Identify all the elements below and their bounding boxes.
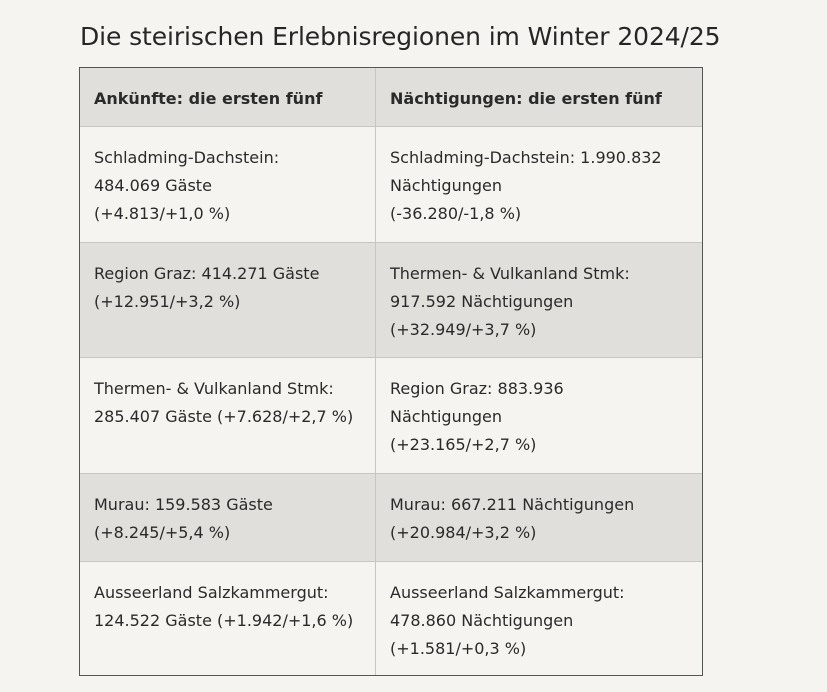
cell-line: Ausseerland Salzkammergut:: [390, 583, 625, 602]
table-row: [80, 562, 702, 675]
cell-line: Nächtigungen: [390, 176, 503, 195]
nights-cell: [376, 243, 702, 357]
region-table: [79, 67, 703, 676]
arrivals-cell: [80, 562, 376, 675]
cell-line: (+20.984/+3,2 %): [390, 523, 537, 542]
cell-line: Region Graz: 883.936: [390, 379, 564, 398]
cell-line: Schladming-Dachstein: 1.990.832: [390, 148, 662, 167]
nights-cell: [376, 127, 702, 242]
table-row: [80, 474, 702, 562]
cell-line: Thermen- & Vulkanland Stmk:: [94, 379, 334, 398]
arrivals-cell: [80, 127, 376, 242]
cell-line: (-36.280/-1,8 %): [390, 204, 522, 223]
nights-cell: [376, 358, 702, 473]
cell-line: 124.522 Gäste (+1.942/+1,6 %): [94, 611, 354, 630]
table-row: [80, 358, 702, 474]
cell-line: Region Graz: 414.271 Gäste: [94, 264, 320, 283]
cell-line: (+4.813/+1,0 %): [94, 204, 231, 223]
cell-line: (+32.949/+3,7 %): [390, 320, 537, 339]
cell-line: 478.860 Nächtigungen: [390, 611, 574, 630]
arrivals-cell: [80, 358, 376, 473]
cell-line: Murau: 667.211 Nächtigungen: [390, 495, 635, 514]
cell-line: Thermen- & Vulkanland Stmk:: [390, 264, 630, 283]
cell-line: (+23.165/+2,7 %): [390, 435, 537, 454]
table-row: [80, 243, 702, 358]
header-arrivals: Ankünfte: die ersten fünf: [80, 68, 376, 126]
cell-line: Murau: 159.583 Gäste: [94, 495, 273, 514]
cell-line: 285.407 Gäste (+7.628/+2,7 %): [94, 407, 354, 426]
cell-line: (+8.245/+5,4 %): [94, 523, 231, 542]
cell-line: Schladming-Dachstein:: [94, 148, 280, 167]
arrivals-cell: [80, 243, 376, 357]
cell-line: Nächtigungen: [390, 407, 503, 426]
table-header-row: [80, 68, 702, 127]
header-nights: Nächtigungen: die ersten fünf: [390, 89, 662, 108]
table-row: [80, 127, 702, 243]
nights-cell: [376, 474, 702, 561]
arrivals-cell: [80, 474, 376, 561]
cell-line: 917.592 Nächtigungen: [390, 292, 574, 311]
cell-line: (+12.951/+3,2 %): [94, 292, 241, 311]
cell-line: (+1.581/+0,3 %): [390, 639, 527, 658]
cell-line: Ausseerland Salzkammergut:: [94, 583, 329, 602]
cell-line: 484.069 Gäste: [94, 176, 212, 195]
page-title: Die steirischen Erlebnisregionen im Winter 2024/25: [80, 22, 721, 51]
nights-cell: [376, 562, 702, 675]
